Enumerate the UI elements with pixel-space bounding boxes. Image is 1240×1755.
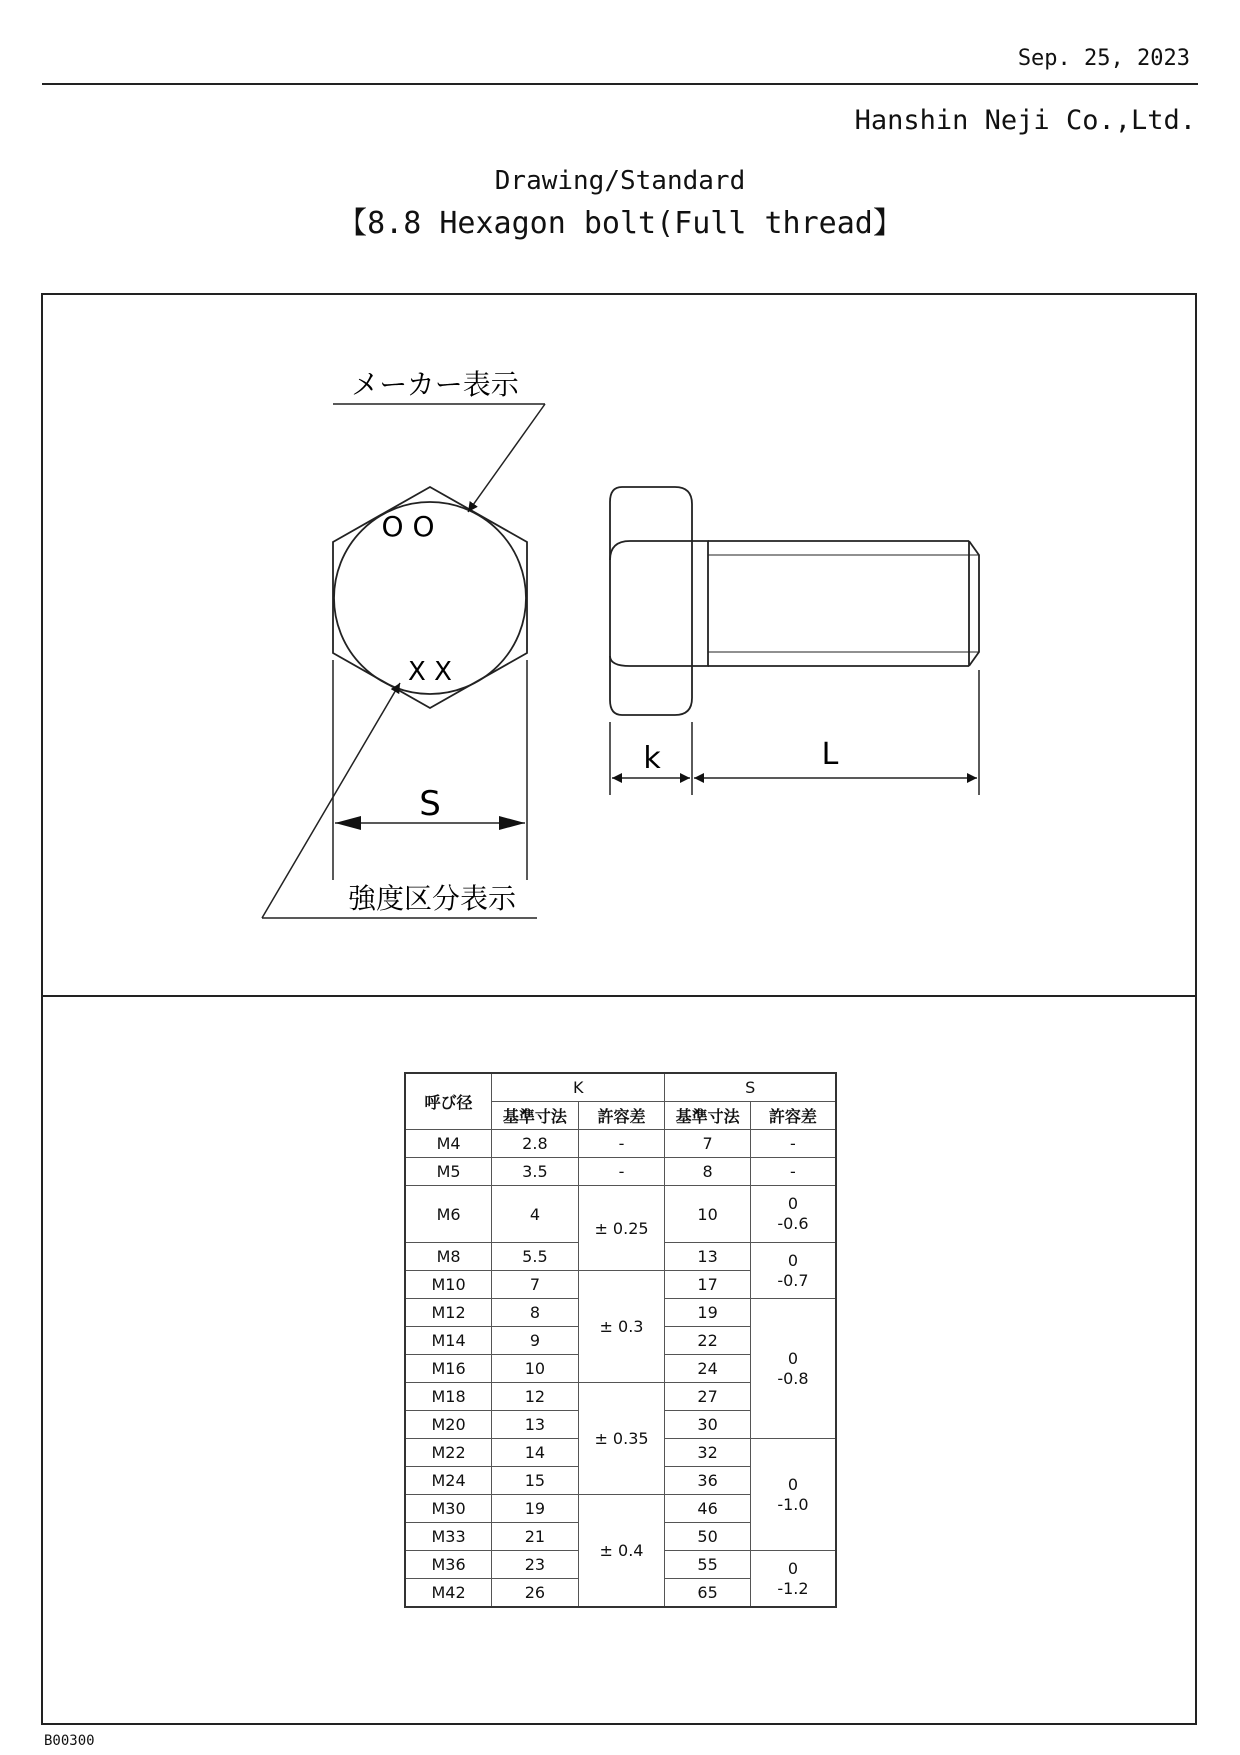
k-tol-cell: ± 0.4 [578,1495,665,1608]
s-tol-lower: -0.6 [777,1214,809,1233]
dimension-s-label: S [419,784,441,824]
strength-mark-symbols: X X [408,657,452,687]
table-row [405,1186,836,1243]
k-tol-cell: - [578,1158,665,1186]
s-tol-lower: -1.2 [777,1578,809,1598]
s-cell: 8 [665,1158,751,1186]
s-tol-cell [750,1299,836,1439]
s-tol-cell [750,1439,836,1551]
k-tol-cell: - [578,1130,665,1158]
header-k-basic: 基準寸法 [492,1102,579,1130]
k-tol-cell: ± 0.25 [578,1186,665,1271]
s-tol-upper: 0 [787,1558,799,1578]
maker-mark-label: メーカー表示 [351,368,519,401]
s-tol-upper: 0 [787,1348,799,1368]
size-cell: M5 [405,1158,492,1186]
size-cell: M8 [405,1243,492,1271]
size-cell: M42 [405,1579,492,1608]
header-k-tolerance: 許容差 [578,1102,665,1130]
s-cell: 32 [665,1439,751,1467]
table-row [405,1130,836,1158]
title-line-1: Drawing/Standard [494,166,746,196]
s-tol-cell: - [750,1130,836,1158]
s-cell: 10 [665,1186,751,1243]
s-tol-upper: 0 [787,1474,799,1494]
s-cell: 36 [665,1467,751,1495]
header-k: K [492,1073,665,1102]
s-tol-cell [750,1551,836,1608]
dimension-table [404,1072,837,1608]
s-tol-lower: -1.0 [777,1494,809,1514]
company-name: Hanshin Neji Co.,Ltd. [854,105,1196,136]
size-cell: M33 [405,1523,492,1551]
s-cell: 17 [665,1271,751,1299]
k-tol-cell: ± 0.3 [578,1271,665,1383]
k-cell: 4 [492,1186,579,1243]
k-cell: 26 [492,1579,579,1608]
size-cell: M12 [405,1299,492,1327]
k-cell: 15 [492,1467,579,1495]
s-tol-cell: - [750,1158,836,1186]
size-cell: M4 [405,1130,492,1158]
size-cell: M20 [405,1411,492,1439]
size-cell: M10 [405,1271,492,1299]
s-cell: 22 [665,1327,751,1355]
table-header-row [405,1073,836,1102]
s-cell: 30 [665,1411,751,1439]
s-tol-upper: 0 [787,1194,799,1213]
s-cell: 27 [665,1383,751,1411]
bolt-side-view [610,487,979,715]
s-cell: 13 [665,1243,751,1271]
size-cell: M6 [405,1186,492,1243]
dimension-k-label: k [643,741,661,776]
s-tol-cell [750,1186,836,1243]
s-cell: 55 [665,1551,751,1579]
dimension-l-label: L [821,737,839,772]
header-s-tolerance: 許容差 [750,1102,836,1130]
size-cell: M14 [405,1327,492,1355]
s-tol-upper: 0 [787,1250,799,1270]
k-cell: 8 [492,1299,579,1327]
s-cell: 65 [665,1579,751,1608]
k-cell: 9 [492,1327,579,1355]
table-row [405,1158,836,1186]
dimension-k-l [610,670,979,795]
s-cell: 24 [665,1355,751,1383]
k-cell: 13 [492,1411,579,1439]
dimension-s [333,660,527,880]
k-cell: 2.8 [492,1130,579,1158]
document-code: B00300 [44,1733,95,1749]
k-cell: 14 [492,1439,579,1467]
maker-mark-symbols: O O [381,510,435,543]
s-cell: 50 [665,1523,751,1551]
k-cell: 19 [492,1495,579,1523]
k-tol-cell: ± 0.35 [578,1383,665,1495]
s-tol-lower: -0.8 [777,1368,809,1388]
k-cell: 10 [492,1355,579,1383]
size-cell: M18 [405,1383,492,1411]
k-cell: 23 [492,1551,579,1579]
s-tol-cell [750,1243,836,1299]
size-cell: M22 [405,1439,492,1467]
document-date: Sep. 25, 2023 [1017,46,1190,71]
size-cell: M30 [405,1495,492,1523]
maker-mark-leader [333,404,545,512]
size-cell: M24 [405,1467,492,1495]
k-cell: 5.5 [492,1243,579,1271]
s-cell: 46 [665,1495,751,1523]
k-cell: 7 [492,1271,579,1299]
header-s-basic: 基準寸法 [665,1102,751,1130]
k-cell: 3.5 [492,1158,579,1186]
header-nominal: 呼び径 [405,1073,492,1130]
size-cell: M36 [405,1551,492,1579]
header-s: S [665,1073,836,1102]
k-cell: 12 [492,1383,579,1411]
s-tol-lower: -0.7 [777,1270,809,1290]
size-cell: M16 [405,1355,492,1383]
strength-class-label: 強度区分表示 [347,882,517,915]
title-line-2: 【8.8 Hexagon bolt(Full thread】 [337,206,903,241]
k-cell: 21 [492,1523,579,1551]
s-cell: 7 [665,1130,751,1158]
s-cell: 19 [665,1299,751,1327]
